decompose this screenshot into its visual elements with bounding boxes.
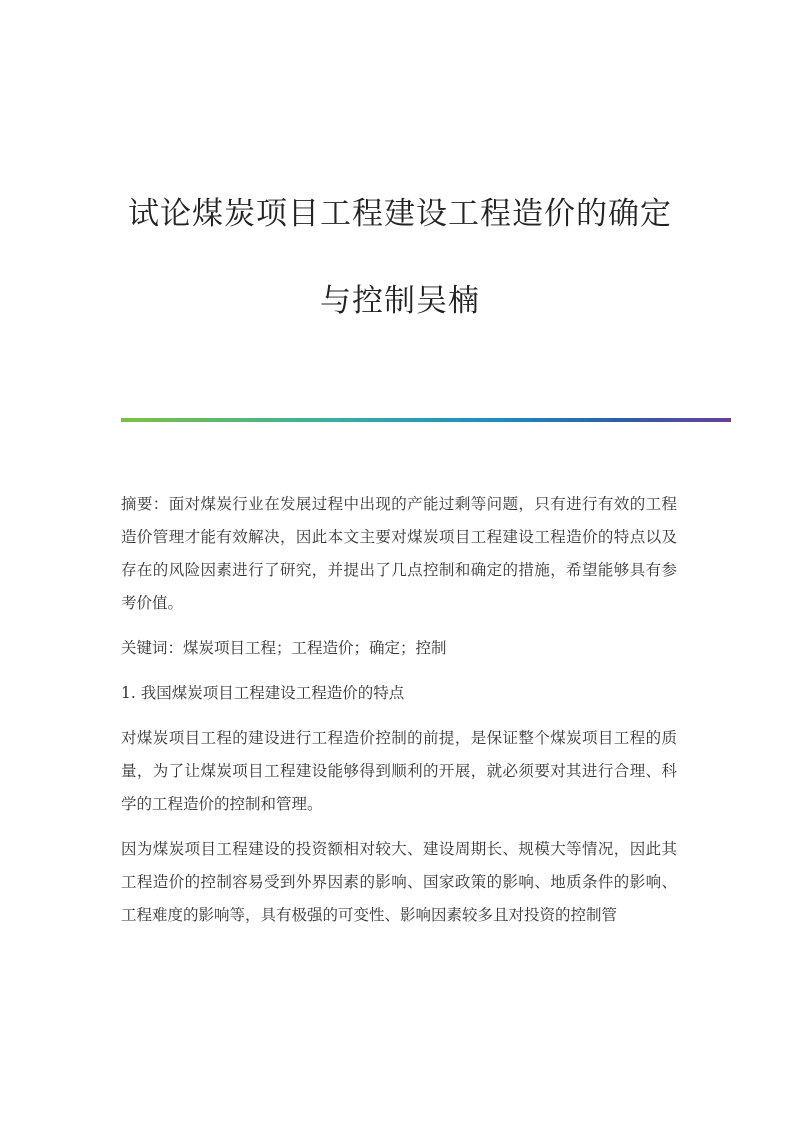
title-line-2: 与控制吴楠 — [320, 283, 480, 319]
gradient-divider — [121, 418, 731, 422]
keywords-line: 关键词：煤炭项目工程；工程造价；确定；控制 — [121, 639, 447, 657]
section-heading-1: 1. 我国煤炭项目工程建设工程造价的特点 — [121, 684, 405, 702]
abstract-paragraph: 摘要：面对煤炭行业在发展过程中出现的产能过剩等问题，只有进行有效的工程造价管理才能有效解决，因此本文主要对煤炭项目工程建设工程造价的特点以及存在的风险因素进行了研究，并提出了几点控制和确定的措施，希望能够具有参考价值。 — [121, 495, 677, 612]
body-paragraph-1: 对煤炭项目工程的建设进行工程造价控制的前提，是保证整个煤炭项目工程的质量，为了让煤炭项目工程建设能够得到顺利的开展，就必须要对其进行合理、科学的工程造价的控制和管理。 — [121, 729, 677, 813]
title-line-1: 试论煤炭项目工程建设工程造价的确定 — [128, 196, 672, 232]
body-paragraph-2: 因为煤炭项目工程建设的投资额相对较大、建设周期长、规模大等情况，因此其工程造价的控制容易受到外界因素的影响、国家政策的影响、地质条件的影响、工程难度的影响等，具有极强的可变性、影响因素较多且对投资的控制管 — [121, 840, 677, 924]
document-body — [121, 488, 677, 944]
